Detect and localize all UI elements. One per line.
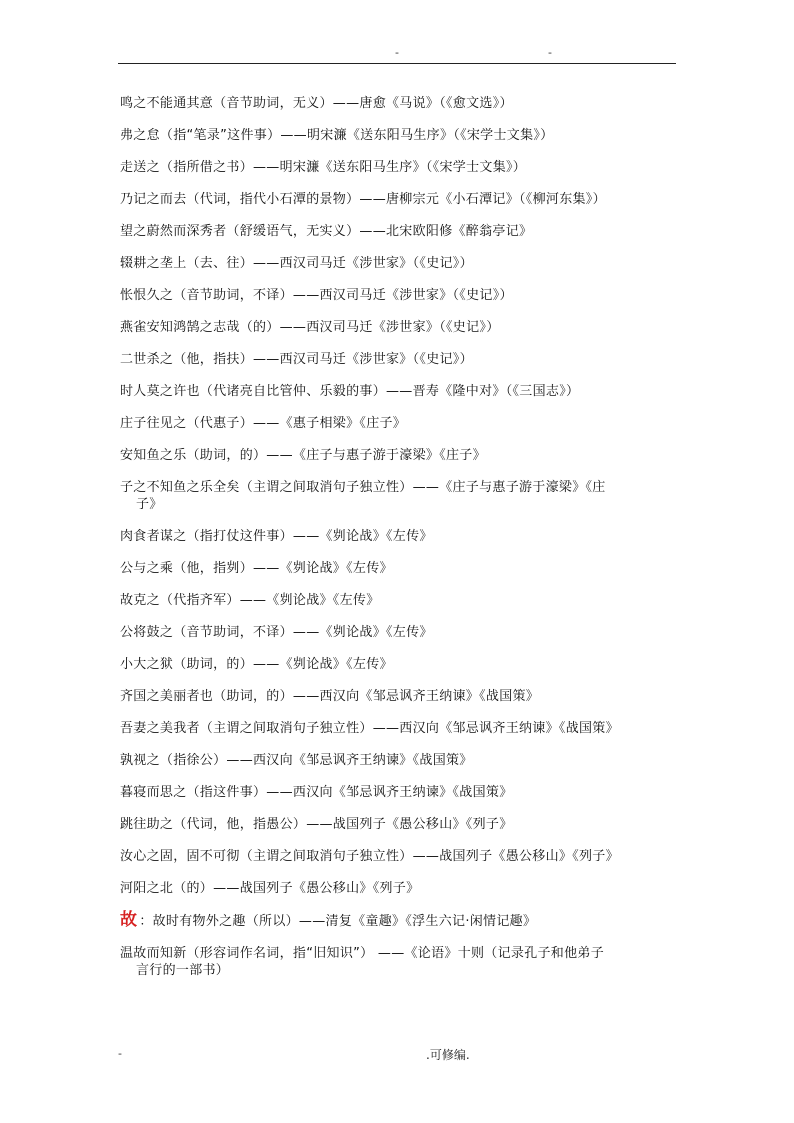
entry-text: 燕雀安知鸿鹄之志哉（的）——西汉司马迁《涉世家》（《史记》） [120, 320, 500, 335]
entry-text: 吾妻之美我者（主谓之间取消句子独立性）——西汉向《邹忌讽齐王纳谏》《战国策》 [120, 721, 619, 736]
entry-text: 孰视之（指徐公）——西汉向《邹忌讽齐王纳谏》《战国策》 [120, 753, 473, 768]
entry-text: 鸣之不能通其意（音节助词，无义）——唐愈《马说》（《愈文选》） [120, 96, 513, 111]
entry-text: 河阳之北（的）——战国列子《愚公移山》《列子》 [120, 881, 420, 896]
entry-continuation: 言行的一部书） [136, 963, 230, 978]
example-entry [120, 560, 680, 577]
entry-text: 望之蔚然而深秀者（舒缓语气，无实义）——北宋欧阳修《醉翁亭记》 [120, 224, 533, 239]
entry-text: 公与之乘（他，指刿）——《刿论战》《左传》 [120, 561, 393, 576]
entry-text: ：故时有物外之趣（所以）——清复《童趣》《浮生六记·闲情记趣》 [139, 914, 537, 929]
entry-text: 走送之（指所借之书）——明宋濂《送东阳马生序》（《宋学士文集》） [120, 160, 527, 175]
entry-text: 小大之狱（助词，的）——《刿论战》《左传》 [120, 657, 393, 672]
document-body [120, 95, 680, 994]
example-entry [120, 415, 680, 432]
example-entry [120, 880, 680, 897]
entry-text: 故克之（代指齐军）——《刿论战》《左传》 [120, 593, 380, 608]
entry-text: 齐国之美丽者也（助词，的）——西汉向《邹忌讽齐王纳谏》《战国策》 [120, 689, 540, 704]
entry-text: 肉食者谋之（指打仗这件事）——《刿论战》《左传》 [120, 529, 433, 544]
example-entry [120, 784, 680, 801]
example-entry [120, 351, 680, 368]
example-entry [120, 223, 680, 240]
example-entry [120, 479, 680, 513]
example-entry [120, 159, 680, 176]
example-entry [120, 945, 680, 979]
entry-text: 暮寝而思之（指这件事）——西汉向《邹忌讽齐王纳谏》《战国策》 [120, 785, 513, 800]
entry-text: 公将鼓之（音节助词，不译）——《刿论战》《左传》 [120, 625, 433, 640]
entry-text: 子之不知鱼之乐全矣（主谓之间取消句子独立性）——《庄子与惠子游于濠梁》《庄 [120, 480, 606, 495]
example-entry [120, 720, 680, 737]
footer-mark-left: - [118, 1047, 122, 1060]
entry-text: 汝心之固，固不可彻（主谓之间取消句子独立性）——战国列子《愚公移山》《列子》 [120, 849, 619, 864]
example-entry [120, 319, 680, 336]
example-entry [120, 383, 680, 400]
footer-editable-note: .可修编. [426, 1048, 470, 1062]
entry-text: 安知鱼之乐（助词，的）——《庄子与惠子游于濠梁》《庄子》 [120, 448, 486, 463]
header-rule [118, 63, 676, 64]
entry-text: 乃记之而去（代词，指代小石潭的景物）——唐柳宗元《小石潭记》（《柳河东集》） [120, 192, 606, 207]
example-entry [120, 752, 680, 769]
header-mark-right: - [548, 46, 552, 59]
example-entry [120, 656, 680, 673]
example-entry [120, 255, 680, 272]
entry-text: 怅恨久之（音节助词，不译）——西汉司马迁《涉世家》（《史记》） [120, 288, 513, 303]
example-entry [120, 624, 680, 641]
example-entry [120, 528, 680, 545]
example-entry [120, 912, 680, 930]
example-entry [120, 816, 680, 833]
example-entry [120, 688, 680, 705]
entry-text: 温故而知新（形容词作名词，指“旧知识”） ——《论语》十则（记录孔子和他弟子 [120, 946, 605, 961]
example-entry [120, 95, 680, 112]
example-entry [120, 848, 680, 865]
example-entry [120, 287, 680, 304]
entry-continuation: 子》 [136, 497, 163, 512]
entry-keyword: 故 [120, 910, 138, 930]
entry-text: 跳往助之（代词，他，指愚公）——战国列子《愚公移山》《列子》 [120, 817, 513, 832]
example-entry [120, 127, 680, 144]
header-mark-left: - [395, 46, 399, 59]
entry-text: 庄子往见之（代惠子）——《惠子相梁》《庄子》 [120, 416, 407, 431]
example-entry [120, 592, 680, 609]
entry-text: 二世杀之（他，指扶）——西汉司马迁《涉世家》（《史记》） [120, 352, 473, 367]
entry-text: 辍耕之垄上（去、往）——西汉司马迁《涉世家》（《史记》） [120, 256, 473, 271]
entry-text: 弗之怠（指“笔录”这件事）——明宋濂《送东阳马生序》（《宋学士文集》） [120, 128, 554, 143]
example-entry [120, 191, 680, 208]
example-entry [120, 447, 680, 464]
entry-text: 时人莫之许也（代诸亮自比管仲、乐毅的事）——晋寿《隆中对》（《三国志》） [120, 384, 580, 399]
